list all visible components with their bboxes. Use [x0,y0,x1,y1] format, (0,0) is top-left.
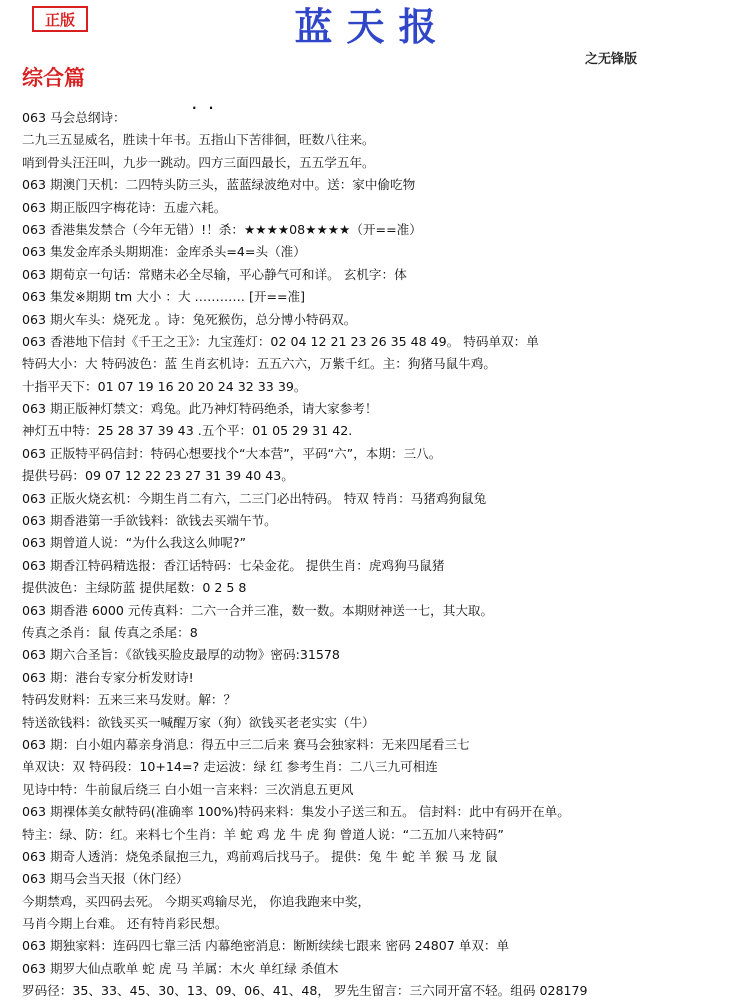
text-line: 063 期香港第一手欲钱料：欲钱去买端午节。 [22,513,277,529]
text-line: 063 期正版四字梅花诗：五虚六耗。 [22,199,227,215]
text-line: 063 期马会当天报（休门经） [22,871,189,887]
text-line: 特码大小：大 特码波色：蓝 生肖玄机诗：五五六六，万紫千红。主：狗猪马鼠牛鸡。 [22,356,496,372]
text-line: 二九三五显威名，胜读十年书。五指山下苦徘徊，旺数八往来。 [22,132,375,148]
text-line: 063 集发※期期 tm 大小 ：大 ………… [开==准] [22,289,306,305]
text-line: 提供号码：09 07 12 22 23 27 31 39 40 43。 [22,468,294,484]
text-line: 哨到骨头汪汪叫，九步一跳动。四方三面四最长，五五学五年。 [22,154,375,170]
text-line: 罗码径：35、33、45、30、13、09、06、41、48， 罗先生留言：三六同开富不轻。组码 028179 [22,983,588,999]
text-line: 063 期火车头：烧死龙 。诗：兔死猴伤，总分博小特码双。 [22,311,357,327]
text-line: 063 期荀京一句话：常赌未必全尽输，平心静气可和详。 玄机字：体 [22,266,407,282]
text-line: 特码发财料：五来三来马发财。解：？ [22,692,237,708]
text-line: 特主：绿、防：红。来料七个生肖：羊 蛇 鸡 龙 牛 虎 狗 曾道人说：“二五加八来特码” [22,826,504,842]
text-line: 063 集发金库杀头期期准：金库杀头=4=头（准） [22,244,306,260]
text-line: 063 期：港台专家分析发财诗! [22,669,194,685]
text-line: 063 期：白小姐内幕亲身消息：得五中三二后来 赛马会独家料：无来四尾看三七 [22,736,470,752]
text-line: 马肖今期上台难。 还有特肖彩民想。 [22,916,228,932]
section-heading: 综合篇 [22,65,85,90]
text-line: 063 期独家料：连码四七靠三活 内幕绝密消息：断断续续七跟来 密码 24807 单双：单 [22,938,510,954]
text-line: 063 期香港 6000 元传真料：二六一合并三准，数一数。本期财神送一七，其大取。 [22,602,494,618]
text-line: 提供波色：主绿防蓝 提供尾数：0 2 5 8 [22,580,247,596]
text-line: 今期禁鸡，买四码去死。 今期买鸡输尽光， 你追我跑来中奖， [22,893,371,909]
text-line: 063 香港集发禁合（今年无错）!！杀：★★★★08★★★★（开==准） [22,221,422,237]
text-line: 特送欲钱料：欲钱买买一喊醒万家（狗）欲钱买老老实实（牛） [22,714,375,730]
text-line: 十指平天下：01 07 19 16 20 20 24 32 33 39。 [22,378,307,394]
official-edition-badge: 正版 [32,6,88,32]
text-line: 063 期奇人透消：烧兔杀鼠抱三九，鸡前鸡后找马子。 提供：兔 牛 蛇 羊 猴 马 龙 鼠 [22,848,498,864]
text-line: 见诗中特：牛前鼠后绕三 白小姐一言来料：三次消息五更风 [22,781,354,797]
text-line: 063 香港地下信封《千王之王》：九宝莲灯：02 04 12 21 23 26 35 48 49。 特码单双：单 [22,333,539,349]
text-line: 063 期正版神灯禁文：鸡兔。此乃神灯特码绝杀，请大家参考！ [22,401,378,417]
text-line: 神灯五中特：25 28 37 39 43 .五个平：01 05 29 31 42. [22,423,353,439]
text-line: 单双诀：双 特码段：10+14=? 走运波：绿 红 参考生肖：二八三九可相连 [22,759,438,775]
text-line: 传真之杀肖：鼠 传真之杀尾：8 [22,624,198,640]
text-line: 063 期香江特码精选报：香江话特码：七朵金花。 提供生肖：虎鸡狗马鼠猪 [22,557,445,573]
edition-label: 之无锋版 [584,52,637,67]
text-line: 063 期曾道人说：“为什么我这么帅呢?” [22,535,247,551]
text-line: 063 期澳门天机：二四特头防三头，蓝蓝绿波绝对中。送：家中偷吃物 [22,177,416,193]
newspaper-title: 蓝天报 [294,4,451,49]
text-line: 063 期罗大仙点歌单 蛇 虎 马 羊属：木火 单红绿 杀值木 [22,960,339,976]
text-line: 063 正版特平码信封：特码心想要找个“大本营”，平码“六”，本期：三八。 [22,445,442,461]
text-line: 063 期六合圣旨：《欲钱买脸皮最厚的动物》密码:31578 [22,647,340,663]
text-line: 063 马会总纲诗： [22,110,126,125]
text-line: 063 期裸体美女献特码(准确率 100%)特码来料：集发小子送三和五。 信封料：此中有码开在单。 [22,804,570,820]
article-body [22,107,734,1003]
decorative-dots: . . [192,98,218,112]
text-line: 063 正版火烧玄机：今期生肖二有六，二三门必出特码。 特双 特肖：马猪鸡狗鼠兔 [22,490,487,506]
